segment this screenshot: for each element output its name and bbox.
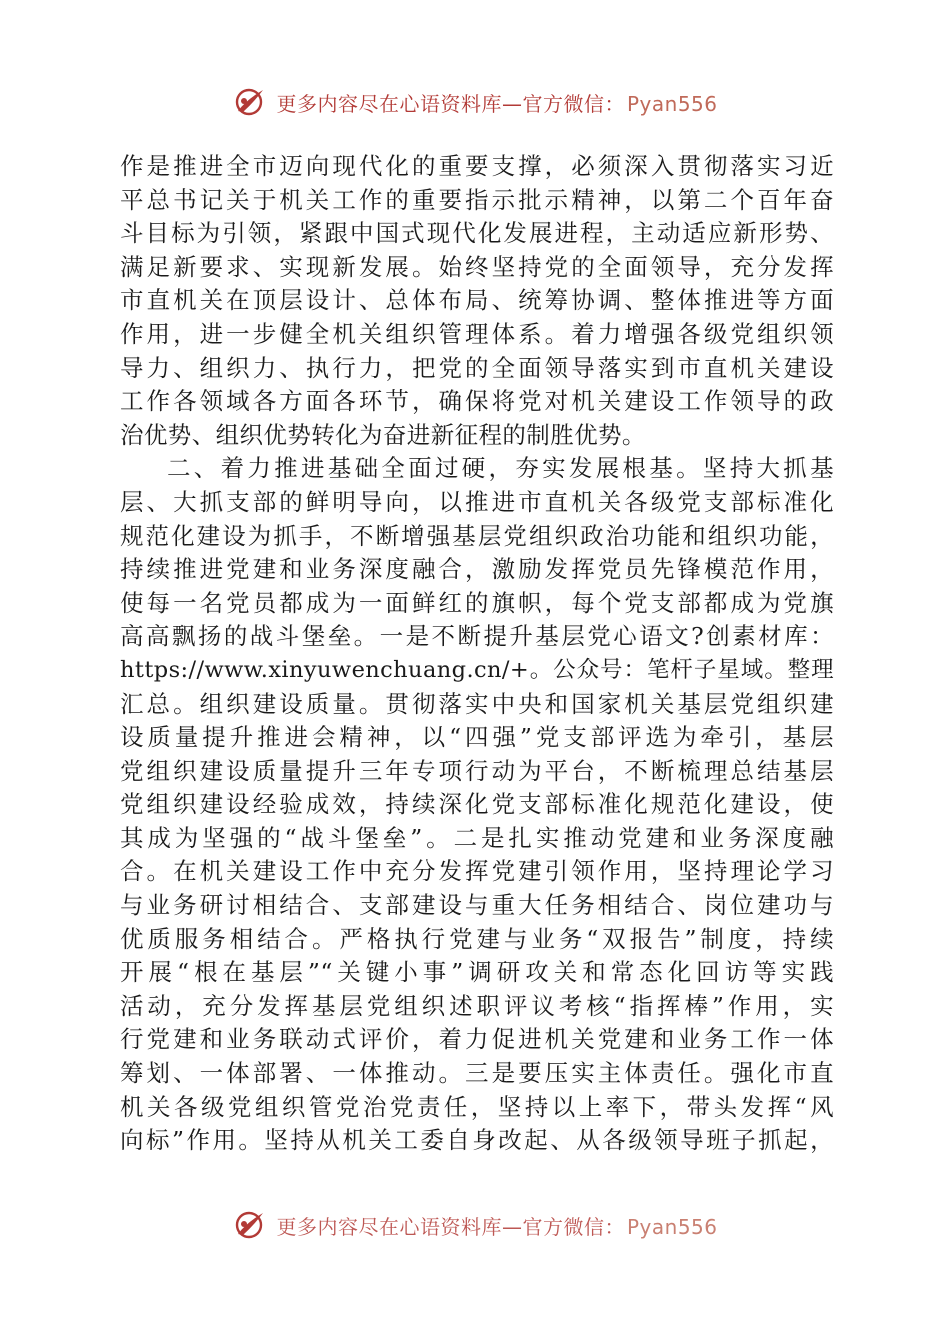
body-line: 行党建和业务联动式评价，着力促进机关党建和业务工作一体 — [120, 1025, 834, 1054]
body-line: 筹划、一体部署、一体推动。三是要压实主体责任。强化市直 — [120, 1059, 834, 1088]
footer-wechat-id: Pyan556 — [626, 1214, 718, 1239]
body-line: 工作各领域各方面各环节，确保将党对机关建设工作领导的政 — [120, 387, 834, 416]
body-line: 高高飘扬的战斗堡垒。一是不断提升基层党心语文?创素材库： — [120, 622, 834, 651]
body-line: 作用，进一步健全机关组织管理体系。着力增强各级党组织领 — [120, 319, 834, 348]
brush-logo-icon — [232, 1208, 270, 1242]
body-line: 作是推进全市迈向现代化的重要支撑，必须深入贯彻落实习近 — [120, 152, 834, 180]
body-line: 向标”作用。坚持从机关工委自身改起、从各级领导班子抓起， — [120, 1126, 834, 1155]
body-line: 合。在机关建设工作中充分发挥党建引领作用，坚持理论学习 — [120, 857, 834, 886]
footer-banner-text: 更多内容尽在心语资料库—官方微信： Pyan556 — [276, 1214, 718, 1239]
body-line: 平总书记关于机关工作的重要指示批示精神，以第二个百年奋 — [120, 185, 834, 214]
body-line: 与业务研讨相结合、支部建设与重大任务相结合、岗位建功与 — [120, 891, 834, 920]
header-banner — [0, 82, 950, 122]
header-banner-text: 更多内容尽在心语资料库—官方微信： Pyan556 — [276, 91, 718, 116]
document-body — [120, 150, 834, 1158]
body-line: 持续推进党建和业务深度融合，激励发挥党员先锋模范作用， — [120, 555, 834, 584]
body-line: 层、大抓支部的鲜明导向，以推进市直机关各级党支部标准化 — [120, 487, 834, 516]
body-line: 其成为坚强的“战斗堡垒”。二是扎实推动党建和业务深度融 — [120, 823, 834, 852]
body-line: 活动，充分发挥基层党组织述职评议考核“指挥棒”作用，实 — [120, 991, 834, 1020]
body-line: 规范化建设为抓手，不断增强基层党组织政治功能和组织功能， — [120, 521, 834, 550]
body-line: 设质量提升推进会精神，以“四强”党支部评选为牵引，基层 — [120, 723, 834, 752]
section-heading-line: 二、着力推进基础全面过硬，夯实发展根基。坚持大抓基 — [167, 454, 834, 483]
body-line: 党组织建设质量提升三年专项行动为平台，不断梳理总结基层 — [120, 756, 834, 785]
body-line: 满足新要求、实现新发展。始终坚持党的全面领导，充分发挥 — [120, 252, 834, 281]
body-line: 优质服务相结合。严格执行党建与业务“双报告”制度，持续 — [120, 924, 834, 953]
body-line: 机关各级党组织管党治党责任，坚持以上率下，带头发挥“风 — [120, 1092, 834, 1121]
body-line-url: https://www.xinyuwenchuang.cn/+。公众号：笔杆子星域。整理 — [120, 656, 834, 683]
body-line: 导力、组织力、执行力，把党的全面领导落实到市直机关建设 — [120, 353, 834, 382]
body-line: 使每一名党员都成为一面鲜红的旗帜，每个党支部都成为党旗 — [120, 588, 834, 617]
body-line: 斗目标为引领，紧跟中国式现代化发展进程，主动适应新形势、 — [120, 219, 834, 248]
body-line: 市直机关在顶层设计、总体布局、统筹协调、整体推进等方面 — [120, 286, 834, 315]
body-line: 开展“根在基层”“关键小事”调研攻关和常态化回访等实践 — [120, 958, 834, 987]
body-line: 汇总。组织建设质量。贯彻落实中央和国家机关基层党组织建 — [120, 689, 834, 718]
body-line: 治优势、组织优势转化为奋进新征程的制胜优势。 — [120, 420, 646, 449]
body-line: 党组织建设经验成效，持续深化党支部标准化规范化建设，使 — [120, 790, 834, 819]
footer-banner — [0, 1205, 950, 1245]
header-wechat-id: Pyan556 — [626, 91, 718, 116]
brush-logo-icon — [232, 85, 270, 119]
